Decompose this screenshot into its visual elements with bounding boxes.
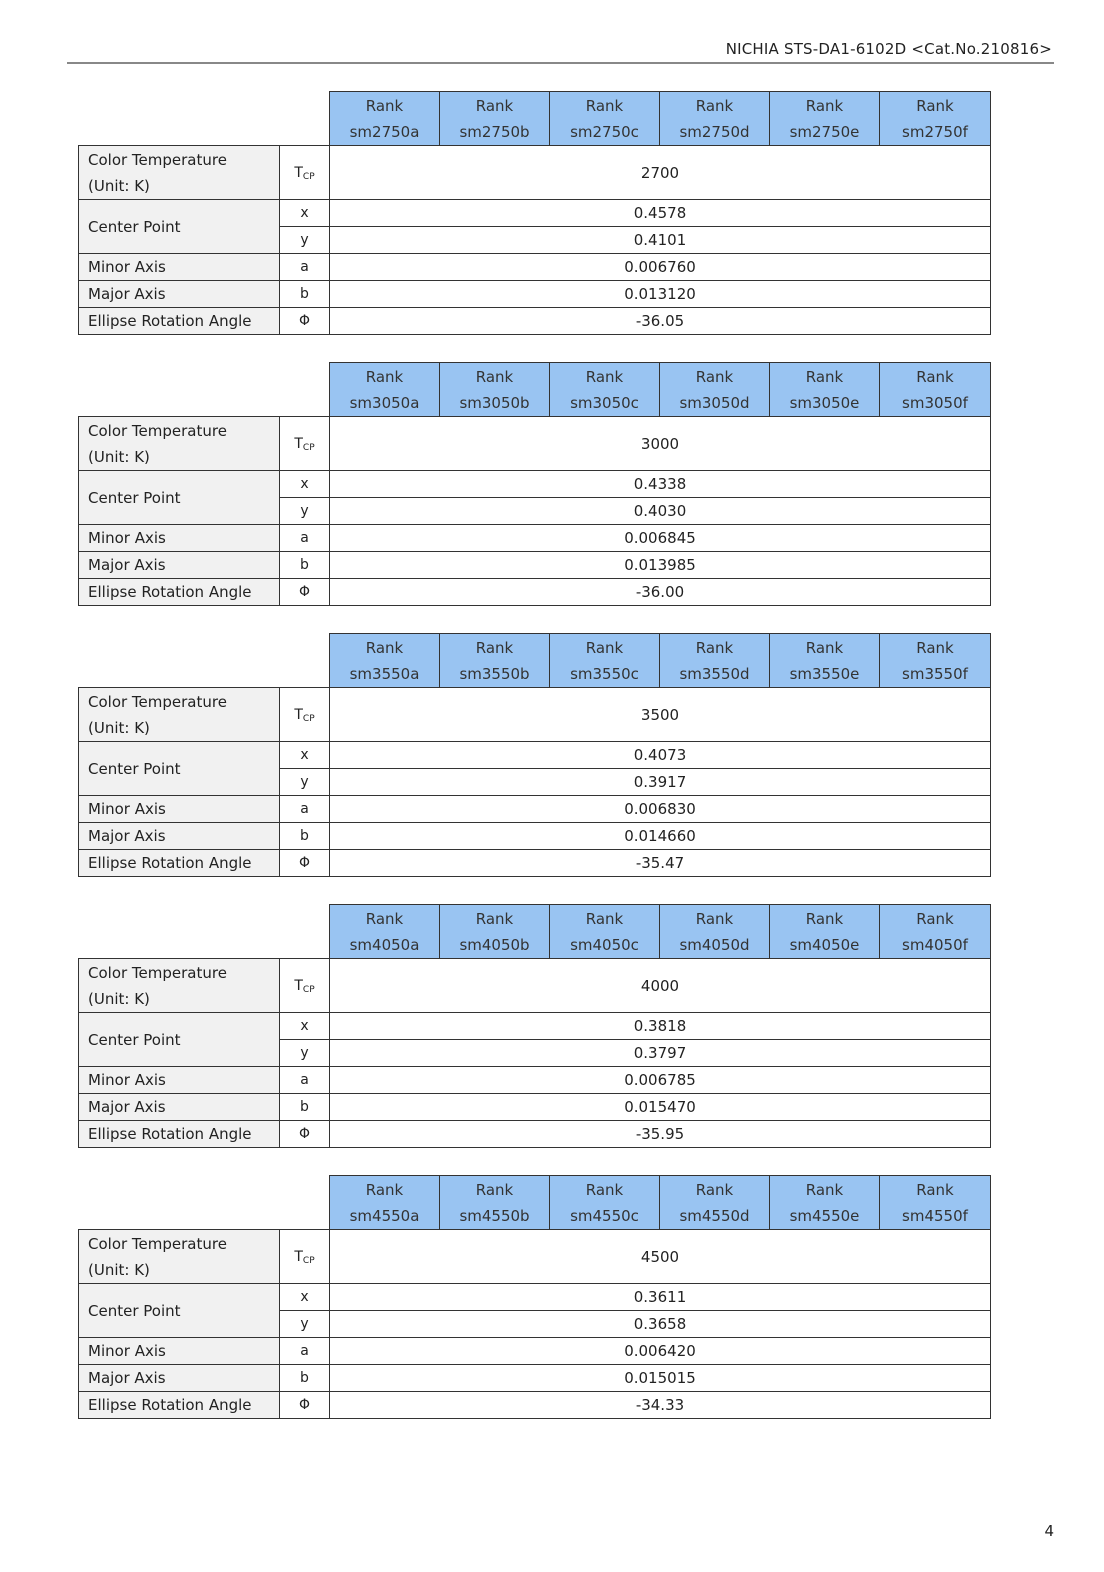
tcp-value: 2700 [330, 146, 991, 200]
rank-header: Rank sm3550b [440, 634, 550, 688]
center-x-row [79, 1284, 991, 1311]
b-symbol: b [280, 1094, 330, 1121]
center-point-label: Center Point [79, 200, 280, 254]
rank-header: Rank sm3050e [770, 363, 880, 417]
minor-axis-label: Minor Axis [79, 525, 280, 552]
tcp-symbol: $T_{CP}$ [280, 417, 330, 471]
rotation-value: -34.33 [330, 1392, 991, 1419]
tcp-symbol: $T_{CP}$ [280, 1230, 330, 1284]
rank-table [78, 91, 991, 335]
b-symbol: b [280, 1365, 330, 1392]
rank-header: Rank sm4550a [330, 1176, 440, 1230]
rank-code: sm3050f [902, 393, 968, 412]
rank-code: sm2750c [570, 122, 639, 141]
y-symbol: y [280, 227, 330, 254]
x-symbol: x [280, 1284, 330, 1311]
rank-code: sm3050d [679, 393, 750, 412]
rank-header: Rank sm4050c [550, 905, 660, 959]
tcp-symbol: $T_{CP}$ [280, 959, 330, 1013]
rotation-value: -36.00 [330, 579, 991, 606]
color-temperature-label: Color Temperature (Unit: K) [79, 688, 280, 742]
rank-code: sm4550f [902, 1206, 968, 1225]
major-axis-value: 0.014660 [330, 823, 991, 850]
center-x-row [79, 471, 991, 498]
tcp-value: 3000 [330, 417, 991, 471]
rank-table [78, 1175, 991, 1419]
rotation-row [79, 850, 991, 877]
major-axis-value: 0.013985 [330, 552, 991, 579]
phi-symbol: Φ [280, 308, 330, 335]
phi-symbol: Φ [280, 850, 330, 877]
corner-blank [79, 634, 330, 688]
rank-header: Rank sm3050f [880, 363, 991, 417]
major-axis-value: 0.015470 [330, 1094, 991, 1121]
center-x-value: 0.4578 [330, 200, 991, 227]
rank-code: sm2750e [789, 122, 860, 141]
minor-axis-label: Minor Axis [79, 1338, 280, 1365]
major-axis-label: Major Axis [79, 1365, 280, 1392]
center-y-value: 0.3917 [330, 769, 991, 796]
rank-code: sm4550b [459, 1206, 530, 1225]
rank-code: sm4050a [349, 935, 420, 954]
corner-blank [79, 905, 330, 959]
a-symbol: a [280, 525, 330, 552]
rank-header: Rank sm2750f [880, 92, 991, 146]
minor-axis-value: 0.006845 [330, 525, 991, 552]
rank-code: sm2750b [459, 122, 530, 141]
major-axis-row [79, 552, 991, 579]
tcp-symbol: $T_{CP}$ [280, 688, 330, 742]
minor-axis-row [79, 1067, 991, 1094]
center-point-label: Center Point [79, 471, 280, 525]
rank-code: sm2750f [902, 122, 968, 141]
center-x-row [79, 200, 991, 227]
rank-header: Rank sm2750d [660, 92, 770, 146]
rank-code: sm3550f [902, 664, 968, 683]
major-axis-label: Major Axis [79, 1094, 280, 1121]
center-x-row [79, 742, 991, 769]
rank-code: sm4050e [789, 935, 860, 954]
major-axis-label: Major Axis [79, 823, 280, 850]
rank-header: Rank sm2750b [440, 92, 550, 146]
rotation-value: -36.05 [330, 308, 991, 335]
color-temperature-row [79, 146, 991, 200]
rotation-value: -35.95 [330, 1121, 991, 1148]
corner-blank [79, 92, 330, 146]
tcp-value: 3500 [330, 688, 991, 742]
minor-axis-label: Minor Axis [79, 796, 280, 823]
rotation-label: Ellipse Rotation Angle [79, 1121, 280, 1148]
center-x-value: 0.4338 [330, 471, 991, 498]
minor-axis-row [79, 254, 991, 281]
center-y-value: 0.3797 [330, 1040, 991, 1067]
rank-code: sm4050b [459, 935, 530, 954]
rank-code: sm3050b [459, 393, 530, 412]
major-axis-row [79, 1365, 991, 1392]
rank-code: sm4550d [679, 1206, 750, 1225]
minor-axis-value: 0.006760 [330, 254, 991, 281]
rotation-row [79, 1121, 991, 1148]
corner-blank [79, 363, 330, 417]
rotation-label: Ellipse Rotation Angle [79, 579, 280, 606]
rank-header: Rank sm4050a [330, 905, 440, 959]
rank-header: Rank sm3550e [770, 634, 880, 688]
b-symbol: b [280, 823, 330, 850]
phi-symbol: Φ [280, 579, 330, 606]
rank-table [78, 633, 991, 877]
rank-header: Rank sm3550f [880, 634, 991, 688]
major-axis-row [79, 823, 991, 850]
rank-header: Rank sm4050b [440, 905, 550, 959]
color-temperature-row [79, 417, 991, 471]
y-symbol: y [280, 769, 330, 796]
rank-header: Rank sm4550f [880, 1176, 991, 1230]
rotation-row [79, 308, 991, 335]
rank-code: sm3050e [789, 393, 860, 412]
rotation-label: Ellipse Rotation Angle [79, 308, 280, 335]
major-axis-label: Major Axis [79, 552, 280, 579]
rank-header-row [79, 1176, 991, 1230]
rank-header: Rank sm2750e [770, 92, 880, 146]
rank-code: sm4550a [349, 1206, 420, 1225]
minor-axis-row [79, 1338, 991, 1365]
center-point-label: Center Point [79, 742, 280, 796]
rank-code: sm3550b [459, 664, 530, 683]
y-symbol: y [280, 1040, 330, 1067]
rotation-label: Ellipse Rotation Angle [79, 1392, 280, 1419]
rank-code: sm4550c [570, 1206, 639, 1225]
rank-header-row [79, 92, 991, 146]
page-number: 4 [1044, 1522, 1054, 1540]
a-symbol: a [280, 1338, 330, 1365]
rotation-label: Ellipse Rotation Angle [79, 850, 280, 877]
center-point-label: Center Point [79, 1013, 280, 1067]
rank-header: Rank sm3550a [330, 634, 440, 688]
header-rule [67, 62, 1054, 64]
phi-symbol: Φ [280, 1121, 330, 1148]
rank-header: Rank sm4550c [550, 1176, 660, 1230]
minor-axis-value: 0.006420 [330, 1338, 991, 1365]
rank-code: sm4550e [789, 1206, 860, 1225]
minor-axis-label: Minor Axis [79, 1067, 280, 1094]
rotation-row [79, 1392, 991, 1419]
center-x-value: 0.3611 [330, 1284, 991, 1311]
rank-code: sm4050d [679, 935, 750, 954]
rank-header-row [79, 905, 991, 959]
rank-code: sm3550c [570, 664, 639, 683]
rank-header: Rank sm4550e [770, 1176, 880, 1230]
rank-code: sm3550e [789, 664, 860, 683]
rank-code: sm4050f [902, 935, 968, 954]
center-x-value: 0.4073 [330, 742, 991, 769]
rank-code: sm3550d [679, 664, 750, 683]
color-temperature-label: Color Temperature (Unit: K) [79, 1230, 280, 1284]
a-symbol: a [280, 1067, 330, 1094]
rank-table [78, 362, 991, 606]
rank-code: sm4050c [570, 935, 639, 954]
corner-blank [79, 1176, 330, 1230]
rank-header-row [79, 363, 991, 417]
rank-code: sm3050c [570, 393, 639, 412]
x-symbol: x [280, 1013, 330, 1040]
center-x-row [79, 1013, 991, 1040]
tcp-value: 4000 [330, 959, 991, 1013]
major-axis-row [79, 1094, 991, 1121]
tcp-symbol: $T_{CP}$ [280, 146, 330, 200]
rank-table [78, 904, 991, 1148]
rank-header: Rank sm3050d [660, 363, 770, 417]
document-header: NICHIA STS-DA1-6102D <Cat.No.210816> [725, 40, 1052, 58]
y-symbol: y [280, 498, 330, 525]
major-axis-label: Major Axis [79, 281, 280, 308]
minor-axis-row [79, 525, 991, 552]
minor-axis-row [79, 796, 991, 823]
minor-axis-value: 0.006830 [330, 796, 991, 823]
color-temperature-label: Color Temperature (Unit: K) [79, 417, 280, 471]
rank-header: Rank sm2750c [550, 92, 660, 146]
major-axis-row [79, 281, 991, 308]
rank-code: sm2750d [679, 122, 750, 141]
rotation-value: -35.47 [330, 850, 991, 877]
color-temperature-label: Color Temperature (Unit: K) [79, 959, 280, 1013]
major-axis-value: 0.013120 [330, 281, 991, 308]
center-y-value: 0.3658 [330, 1311, 991, 1338]
color-temperature-row [79, 688, 991, 742]
color-temperature-row [79, 959, 991, 1013]
a-symbol: a [280, 254, 330, 281]
rank-header: Rank sm3050c [550, 363, 660, 417]
phi-symbol: Φ [280, 1392, 330, 1419]
y-symbol: y [280, 1311, 330, 1338]
center-x-value: 0.3818 [330, 1013, 991, 1040]
rank-header: Rank sm4050d [660, 905, 770, 959]
minor-axis-value: 0.006785 [330, 1067, 991, 1094]
rank-header: Rank sm3550c [550, 634, 660, 688]
minor-axis-label: Minor Axis [79, 254, 280, 281]
rank-header-row [79, 634, 991, 688]
rank-header: Rank sm4550d [660, 1176, 770, 1230]
rank-header: Rank sm2750a [330, 92, 440, 146]
center-y-value: 0.4030 [330, 498, 991, 525]
b-symbol: b [280, 281, 330, 308]
x-symbol: x [280, 471, 330, 498]
center-y-value: 0.4101 [330, 227, 991, 254]
rank-header: Rank sm4550b [440, 1176, 550, 1230]
rank-header: Rank sm3050a [330, 363, 440, 417]
rank-header: Rank sm3550d [660, 634, 770, 688]
color-temperature-row [79, 1230, 991, 1284]
rank-code: sm3550a [349, 664, 420, 683]
color-temperature-label: Color Temperature (Unit: K) [79, 146, 280, 200]
rank-header: Rank sm3050b [440, 363, 550, 417]
x-symbol: x [280, 742, 330, 769]
rank-code: sm2750a [349, 122, 420, 141]
rank-header: Rank sm4050f [880, 905, 991, 959]
b-symbol: b [280, 552, 330, 579]
major-axis-value: 0.015015 [330, 1365, 991, 1392]
x-symbol: x [280, 200, 330, 227]
rank-header: Rank sm4050e [770, 905, 880, 959]
center-point-label: Center Point [79, 1284, 280, 1338]
rank-code: sm3050a [349, 393, 420, 412]
rotation-row [79, 579, 991, 606]
a-symbol: a [280, 796, 330, 823]
tcp-value: 4500 [330, 1230, 991, 1284]
